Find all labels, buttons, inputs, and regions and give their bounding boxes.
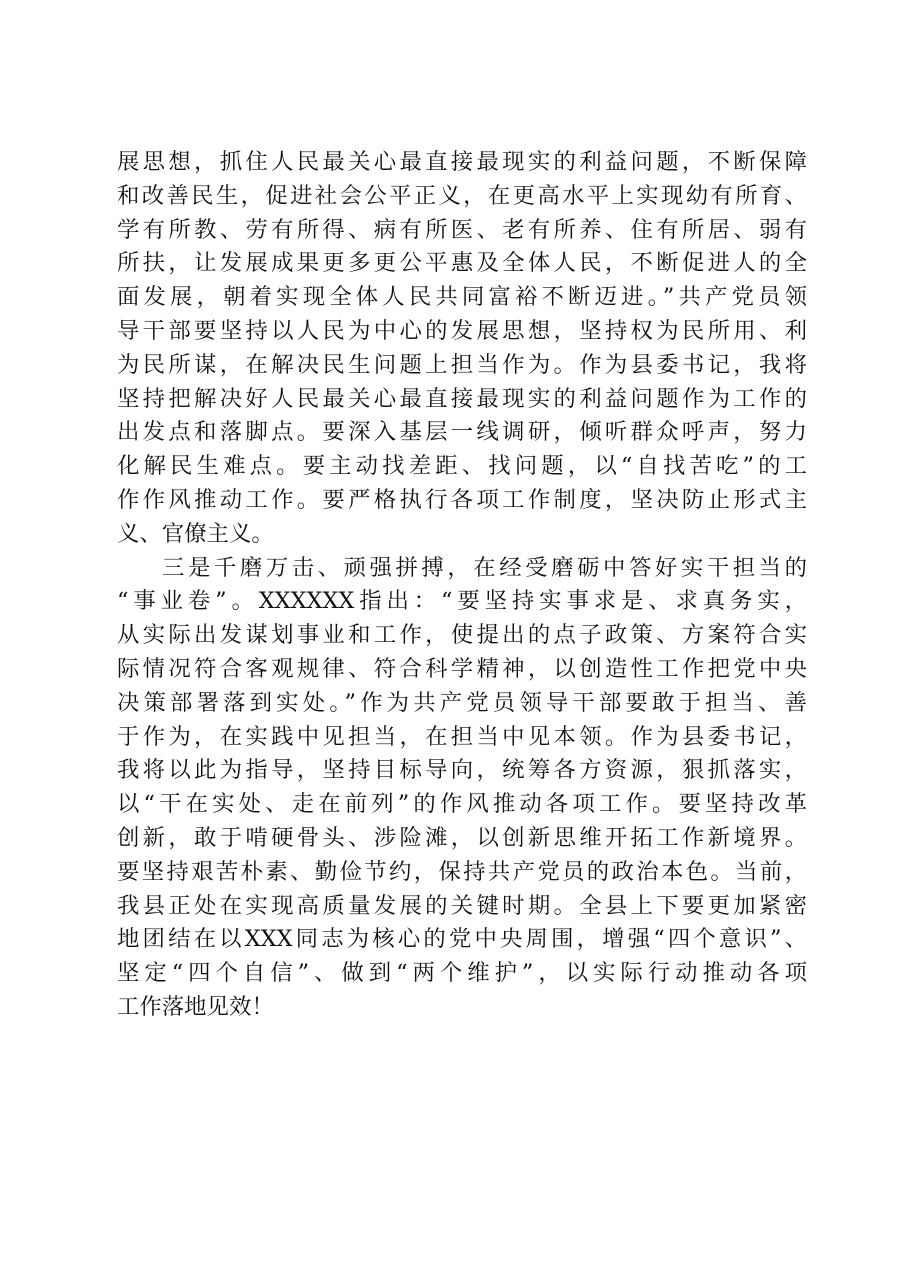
text-line: 作作风推动工作。要严格执行各项工作制度，坚决防止形式主: [117, 486, 807, 513]
text-line: 坚定“四个自信”、做到“两个维护”，以实际行动推动各项: [117, 960, 807, 987]
text-line: 所扶，让发展成果更多更公平惠及全体人民，不断促进人的全: [117, 250, 807, 277]
text-line: 导干部要坚持以人民为中心的发展思想，坚持权为民所用、利: [117, 317, 807, 344]
text-line: 决策部署落到实处。”作为共产党员领导干部要敢于担当、善: [117, 689, 807, 716]
text-line: “事业卷”。XXXXXX指出：“要坚持实事求是、求真务实，: [117, 588, 807, 615]
text-line: 和改善民生，促进社会公平正义，在更高水平上实现幼有所育、: [117, 182, 807, 209]
text-line: 出发点和落脚点。要深入基层一线调研，倾听群众呼声，努力: [117, 419, 807, 446]
document-body: [117, 146, 807, 1025]
text-line: 我将以此为指导，坚持目标导向，统筹各方资源，狠抓落实，: [117, 757, 807, 784]
text-line: 从实际出发谋划事业和工作，使提出的点子政策、方案符合实: [117, 622, 807, 649]
text-line: 以“干在实处、走在前列”的作风推动各项工作。要坚持改革: [117, 791, 807, 818]
text-line: 于作为，在实践中见担当，在担当中见本领。作为县委书记，: [117, 723, 807, 750]
text-line: 要坚持艰苦朴素、勤俭节约，保持共产党员的政治本色。当前，: [117, 858, 807, 885]
text-line: 际情况符合客观规律、符合科学精神，以创造性工作把党中央: [117, 655, 807, 682]
text-line: 面发展，朝着实现全体人民共同富裕不断迈进。”共产党员领: [117, 284, 807, 311]
text-line: 坚持把解决好人民最关心最直接最现实的利益问题作为工作的: [117, 385, 807, 412]
text-line: 化解民生难点。要主动找差距、找问题，以“自找苦吃”的工: [117, 453, 807, 480]
text-line: 展思想，抓住人民最关心最直接最现实的利益问题，不断保障: [117, 149, 807, 175]
text-line: 地团结在以XXX同志为核心的党中央周围，增强“四个意识”、: [117, 926, 807, 953]
text-line: 创新，敢于啃硬骨头、涉险滩，以创新思维开拓工作新境界。: [117, 824, 807, 851]
paragraph-first-line: 三是千磨万击、顽强拼搏，在经受磨砺中答好实干担当的: [162, 554, 807, 581]
text-line: 学有所教、劳有所得、病有所医、老有所养、住有所居、弱有: [117, 216, 807, 243]
text-line: 工作落地见效！: [117, 993, 274, 1020]
text-line: 义、官僚主义。: [117, 520, 274, 547]
text-line: 为民所谋，在解决民生问题上担当作为。作为县委书记，我将: [117, 351, 807, 378]
text-line: 我县正处在实现高质量发展的关键时期。全县上下要更加紧密: [117, 892, 807, 919]
